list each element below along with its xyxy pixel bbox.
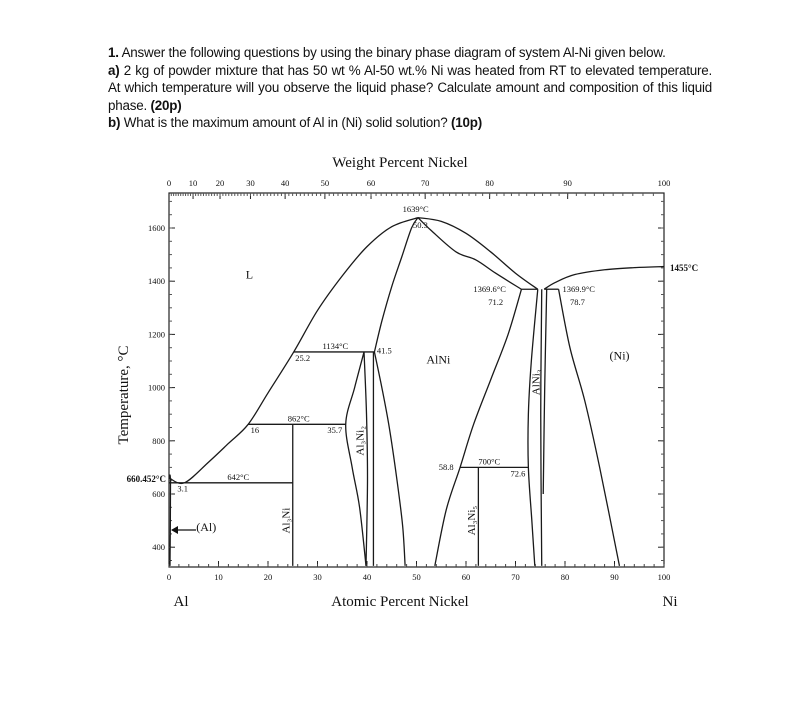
x-tick-label: 40: [362, 572, 372, 582]
x-tick-label: 30: [313, 572, 322, 582]
top-tick-label: 20: [215, 178, 225, 188]
annotation-label: 3.1: [177, 483, 189, 494]
annotation-label: (Al): [196, 520, 217, 535]
curve-alni3-right: [541, 289, 542, 566]
annotation-label: 1369.9°C: [562, 284, 595, 295]
b-points: (10p): [451, 115, 483, 131]
annotation-label: 71.2: [488, 296, 504, 307]
annotation-label: 58.8: [438, 462, 454, 473]
top-tick-label: 10: [188, 178, 198, 188]
ni-melting-label: 1455°C: [670, 263, 699, 273]
intro-text: Answer the following questions by using the binary phase diagram of system Al-Ni given below.: [121, 45, 666, 60]
annotation-label: 25.2: [295, 353, 311, 363]
annotation-label: 862°C: [287, 413, 310, 424]
curve-alni-right-upper: [418, 218, 521, 290]
x-tick-label: 80: [560, 572, 570, 582]
top-tick-label: 90: [563, 178, 572, 188]
curve-liquidus-right: [418, 218, 538, 290]
phase-label-vertical: Al₃Ni: [280, 507, 293, 534]
top-tick-label: 50: [320, 178, 330, 188]
y-tick-label: 1200: [148, 329, 165, 340]
x-tick-label: 60: [461, 572, 471, 582]
chart-title: Weight Percent Nickel: [332, 155, 468, 171]
top-tick-label: 80: [485, 178, 494, 188]
top-tick-label: 40: [280, 178, 290, 188]
ni-end-label: Ni: [662, 594, 678, 610]
annotation-label: L: [245, 267, 254, 282]
y-axis-label: Temperature, °C: [116, 345, 132, 445]
top-tick-label: 0: [166, 178, 172, 188]
al-arrow: [171, 526, 196, 534]
phase-label-vertical: Al₃Ni₂: [354, 425, 367, 456]
x-tick-label: 10: [214, 572, 223, 582]
curve-ni-solvus: [559, 289, 620, 566]
annotation-label: 642°C: [227, 472, 250, 483]
x-tick-label: 100: [657, 572, 671, 582]
a-label: a): [108, 62, 120, 78]
annotation-label: 50.3: [413, 220, 428, 230]
y-tick-label: 600: [152, 489, 165, 499]
a-text: 2 kg of powder mixture that has 50 wt % Al-50 wt.% Ni was heated from RT to elevated temperature. At which temperature will you observe the liquid phase? Calculate amount and composition of this liquid phase.: [108, 62, 712, 113]
question-number: 1.: [108, 45, 119, 60]
x-tick-label: 90: [610, 572, 619, 582]
phase-label-vertical: AlNi₃: [530, 369, 543, 396]
y-tick-label: 400: [152, 542, 165, 553]
y-tick-label: 1000: [148, 382, 165, 393]
annotation-label: 700°C: [478, 456, 501, 467]
curve-alni-left-lower: [374, 352, 405, 566]
annotation-label: 35.7: [327, 424, 343, 435]
top-tick-label: 30: [246, 178, 255, 188]
al-end-label: Al: [173, 594, 189, 610]
annotation-label: 1369.6°C: [473, 284, 506, 295]
b-text: What is the maximum amount of Al in (Ni) solid solution?: [123, 115, 448, 131]
annotation-label: 78.7: [569, 296, 585, 307]
curve-alni3-left: [528, 289, 538, 566]
top-tick-label: 60: [366, 178, 376, 188]
annotation-label: 1639°C: [402, 204, 429, 215]
x-tick-label: 20: [263, 572, 273, 582]
curve-al3ni2-right: [364, 352, 367, 566]
y-tick-label: 800: [152, 435, 165, 446]
x-tick-label: 50: [412, 572, 421, 582]
curve-al3ni2-left: [346, 352, 366, 566]
top-tick-label: 70: [420, 178, 430, 188]
x-axis-label: Atomic Percent Nickel: [331, 594, 469, 610]
al-melting-label: 660.452°C: [126, 474, 166, 484]
annotation-label: 41.5: [376, 345, 392, 356]
top-tick-label: 100: [657, 178, 671, 188]
phase-label-vertical: Al₃Ni₅: [465, 505, 478, 536]
annotation-label: AlNi: [426, 352, 451, 367]
annotation-label: 72.6: [510, 468, 526, 479]
annotation-label: 16: [250, 424, 260, 435]
x-tick-label: 70: [511, 572, 520, 582]
curve-alni3-right2: [543, 289, 546, 494]
curve-alni-left-upper: [374, 218, 418, 352]
a-points: (20p): [150, 97, 182, 113]
annotation-label: (Ni): [609, 348, 630, 363]
b-label: b): [108, 115, 121, 131]
plot-frame: [169, 193, 664, 567]
x-tick-label: 0: [166, 572, 172, 582]
y-tick-label: 1400: [148, 276, 165, 287]
y-tick-label: 1600: [148, 223, 165, 233]
annotation-label: 1134°C: [322, 340, 349, 351]
